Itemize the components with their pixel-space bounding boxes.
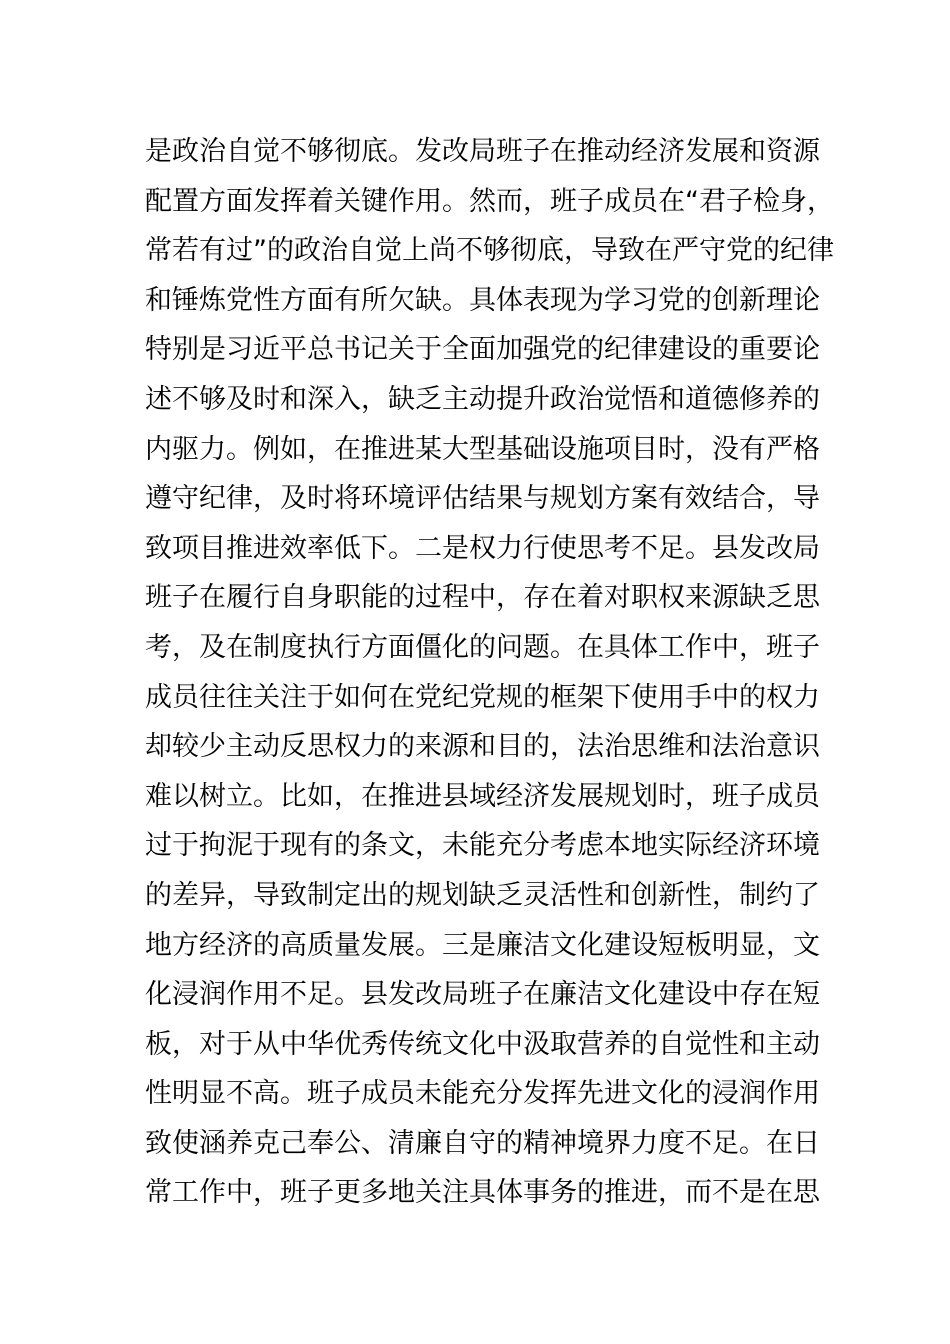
text-line: 常若有过”的政治自觉上尚不够彻底，导致在严守党的纪律 bbox=[145, 235, 834, 267]
text-line: 常工作中，班子更多地关注具体事务的推进，而不是在思 bbox=[145, 1177, 820, 1209]
text-line: 述不够及时和深入，缺乏主动提升政治觉悟和道德修养的 bbox=[145, 383, 820, 415]
text-line: 过于拘泥于现有的条文，未能充分考虑本地实际经济环境 bbox=[145, 830, 820, 862]
text-line: 致项目推进效率低下。二是权力行使思考不足。县发改局 bbox=[145, 532, 820, 564]
text-line: 配置方面发挥着关键作用。然而，班子成员在“君子检身， bbox=[145, 185, 834, 217]
text-line: 考，及在制度执行方面僵化的问题。在具体工作中，班子 bbox=[145, 631, 820, 663]
text-line: 遵守纪律，及时将环境评估结果与规划方案有效结合，导 bbox=[145, 483, 820, 515]
text-line: 地方经济的高质量发展。三是廉洁文化建设短板明显，文 bbox=[145, 929, 820, 961]
text-line: 班子在履行自身职能的过程中，存在着对职权来源缺乏思 bbox=[145, 582, 820, 614]
text-line: 性明显不高。班子成员未能充分发挥先进文化的浸润作用 bbox=[145, 1078, 820, 1110]
text-line: 特别是习近平总书记关于全面加强党的纪律建设的重要论 bbox=[145, 334, 820, 366]
text-line: 难以树立。比如，在推进县域经济发展规划时，班子成员 bbox=[145, 780, 820, 812]
text-line: 却较少主动反思权力的来源和目的，法治思维和法治意识 bbox=[145, 731, 820, 763]
text-line: 致使涵养克己奉公、清廉自守的精神境界力度不足。在日 bbox=[145, 1127, 820, 1159]
text-line: 内驱力。例如，在推进某大型基础设施项目时，没有严格 bbox=[145, 433, 820, 465]
text-line: 的差异，导致制定出的规划缺乏灵活性和创新性，制约了 bbox=[145, 879, 820, 911]
body-paragraph bbox=[145, 127, 834, 1218]
text-line: 板，对于从中华优秀传统文化中汲取营养的自觉性和主动 bbox=[145, 1028, 820, 1060]
text-line: 是政治自觉不够彻底。发改局班子在推动经济发展和资源 bbox=[145, 136, 820, 167]
text-line: 和锤炼党性方面有所欠缺。具体表现为学习党的创新理论 bbox=[145, 284, 820, 316]
text-line: 成员往往关注于如何在党纪党规的框架下使用手中的权力 bbox=[145, 681, 820, 713]
text-line: 化浸润作用不足。县发改局班子在廉洁文化建设中存在短 bbox=[145, 979, 820, 1011]
